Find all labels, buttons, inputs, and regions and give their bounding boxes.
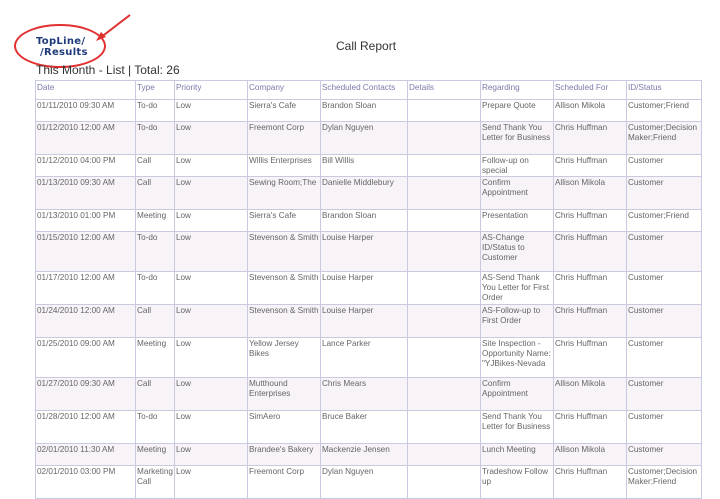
contact-cell: Mackenzie Jensen (320, 444, 407, 466)
contact-cell: Lance Parker (320, 338, 407, 378)
type-cell: Meeting (136, 210, 175, 232)
annotation-arrow-icon (94, 12, 134, 42)
details-cell (407, 100, 480, 122)
type-cell: Meeting (136, 444, 175, 466)
scheduled-for-cell: Chris Huffman (553, 210, 626, 232)
regarding-cell: AS-Follow-up to First Order (480, 305, 553, 338)
priority-cell: Low (174, 466, 247, 499)
date-cell: 01/28/2010 12:00 AM (36, 411, 136, 444)
contact-cell: Louise Harper (320, 305, 407, 338)
table-row (36, 232, 702, 272)
priority-cell: Low (174, 155, 247, 177)
company-cell: Mutthound Enterprises (247, 378, 320, 411)
scheduled-for-cell: Chris Huffman (553, 338, 626, 378)
company-cell: Yellow Jersey Bikes (247, 338, 320, 378)
date-cell: 01/13/2010 09:30 AM (36, 177, 136, 210)
date-cell: 01/13/2010 01:00 PM (36, 210, 136, 232)
type-cell: Meeting (136, 338, 175, 378)
column-header-details: Details (407, 81, 480, 100)
column-header-type: Type (136, 81, 175, 100)
regarding-cell: Follow-up on special (480, 155, 553, 177)
type-cell: Call (136, 378, 175, 411)
priority-cell: Low (174, 378, 247, 411)
scheduled-for-cell: Chris Huffman (553, 155, 626, 177)
column-header-date: Date (36, 81, 136, 100)
priority-cell: Low (174, 100, 247, 122)
details-cell (407, 155, 480, 177)
contact-cell: Brandon Sloan (320, 210, 407, 232)
company-cell: Willis Enterprises (247, 155, 320, 177)
priority-cell: Low (174, 444, 247, 466)
scheduled-for-cell: Allison Mikola (553, 177, 626, 210)
status-cell: Customer (626, 378, 701, 411)
contact-cell: Bruce Baker (320, 411, 407, 444)
details-cell (407, 122, 480, 155)
company-cell: Sewing Room;The (247, 177, 320, 210)
contact-cell: Louise Harper (320, 232, 407, 272)
scheduled-for-cell: Allison Mikola (553, 444, 626, 466)
report-title: Call Report (336, 39, 397, 53)
details-cell (407, 210, 480, 232)
date-cell: 01/17/2010 12:00 AM (36, 272, 136, 305)
contact-cell: Chris Mears (320, 378, 407, 411)
table-row (36, 177, 702, 210)
status-cell: Customer (626, 444, 701, 466)
status-cell: Customer;Decision Maker;Friend (626, 122, 701, 155)
column-header-company: Company (247, 81, 320, 100)
logo-line-2: /Results (40, 47, 88, 58)
type-cell: To-do (136, 122, 175, 155)
scheduled-for-cell: Chris Huffman (553, 122, 626, 155)
table-row (36, 100, 702, 122)
column-header-scheduled-for: Scheduled For (553, 81, 626, 100)
table-row (36, 272, 702, 305)
priority-cell: Low (174, 272, 247, 305)
priority-cell: Low (174, 122, 247, 155)
regarding-cell: AS-Send Thank You Letter for First Order (480, 272, 553, 305)
date-cell: 02/01/2010 03:00 PM (36, 466, 136, 499)
type-cell: Call (136, 177, 175, 210)
table-row (36, 155, 702, 177)
column-header-regarding: Regarding (480, 81, 553, 100)
company-cell: Stevenson & Smith (247, 272, 320, 305)
call-report-table (35, 80, 702, 499)
details-cell (407, 272, 480, 305)
date-cell: 01/27/2010 09:30 AM (36, 378, 136, 411)
details-cell (407, 411, 480, 444)
report-summary: This Month - List | Total: 26 (36, 63, 180, 77)
column-header-scheduled-contacts: Scheduled Contacts (320, 81, 407, 100)
regarding-cell: Prepare Quote (480, 100, 553, 122)
table-row (36, 444, 702, 466)
date-cell: 01/12/2010 04:00 PM (36, 155, 136, 177)
regarding-cell: Presentation (480, 210, 553, 232)
regarding-cell: Lunch Meeting (480, 444, 553, 466)
priority-cell: Low (174, 411, 247, 444)
status-cell: Customer (626, 177, 701, 210)
table-row (36, 122, 702, 155)
topline-results-logo (14, 24, 106, 68)
date-cell: 01/25/2010 09:00 AM (36, 338, 136, 378)
scheduled-for-cell: Allison Mikola (553, 100, 626, 122)
priority-cell: Low (174, 338, 247, 378)
company-cell: Freemont Corp (247, 466, 320, 499)
logo-line-1: TopLine/ (36, 36, 86, 47)
scheduled-for-cell: Chris Huffman (553, 466, 626, 499)
company-cell: Freemont Corp (247, 122, 320, 155)
table-row (36, 378, 702, 411)
contact-cell: Dylan Nguyen (320, 122, 407, 155)
type-cell: Call (136, 305, 175, 338)
company-cell: Brandee's Bakery (247, 444, 320, 466)
priority-cell: Low (174, 232, 247, 272)
status-cell: Customer (626, 272, 701, 305)
type-cell: To-do (136, 411, 175, 444)
regarding-cell: AS-Change ID/Status to Customer (480, 232, 553, 272)
regarding-cell: Confirm Appointment (480, 378, 553, 411)
contact-cell: Louise Harper (320, 272, 407, 305)
status-cell: Customer (626, 305, 701, 338)
status-cell: Customer;Decision Maker;Friend (626, 466, 701, 499)
table-header-row (36, 81, 702, 100)
scheduled-for-cell: Chris Huffman (553, 232, 626, 272)
scheduled-for-cell: Chris Huffman (553, 411, 626, 444)
contact-cell: Danielle Middlebury (320, 177, 407, 210)
status-cell: Customer (626, 338, 701, 378)
type-cell: To-do (136, 100, 175, 122)
status-cell: Customer (626, 411, 701, 444)
company-cell: SimAero (247, 411, 320, 444)
table-row (36, 466, 702, 499)
type-cell: Marketing Call (136, 466, 175, 499)
company-cell: Sierra's Cafe (247, 100, 320, 122)
table-row (36, 411, 702, 444)
details-cell (407, 305, 480, 338)
priority-cell: Low (174, 305, 247, 338)
scheduled-for-cell: Chris Huffman (553, 305, 626, 338)
company-cell: Stevenson & Smith (247, 305, 320, 338)
date-cell: 01/24/2010 12:00 AM (36, 305, 136, 338)
date-cell: 01/11/2010 09:30 AM (36, 100, 136, 122)
type-cell: Call (136, 155, 175, 177)
priority-cell: Low (174, 177, 247, 210)
company-cell: Stevenson & Smith (247, 232, 320, 272)
status-cell: Customer;Friend (626, 210, 701, 232)
status-cell: Customer (626, 155, 701, 177)
column-header-id-status: ID/Status (626, 81, 701, 100)
status-cell: Customer (626, 232, 701, 272)
date-cell: 01/12/2010 12:00 AM (36, 122, 136, 155)
type-cell: To-do (136, 272, 175, 305)
regarding-cell: Tradeshow Follow up (480, 466, 553, 499)
details-cell (407, 338, 480, 378)
table-row (36, 210, 702, 232)
company-cell: Sierra's Cafe (247, 210, 320, 232)
details-cell (407, 378, 480, 411)
scheduled-for-cell: Allison Mikola (553, 378, 626, 411)
column-header-priority: Priority (174, 81, 247, 100)
contact-cell: Bill Willis (320, 155, 407, 177)
regarding-cell: Confirm Appointment (480, 177, 553, 210)
contact-cell: Dylan Nguyen (320, 466, 407, 499)
table-row (36, 338, 702, 378)
details-cell (407, 177, 480, 210)
regarding-cell: Send Thank You Letter for Business (480, 411, 553, 444)
details-cell (407, 444, 480, 466)
status-cell: Customer;Friend (626, 100, 701, 122)
date-cell: 01/15/2010 12:00 AM (36, 232, 136, 272)
details-cell (407, 232, 480, 272)
logo-text (36, 36, 88, 58)
date-cell: 02/01/2010 11:30 AM (36, 444, 136, 466)
regarding-cell: Send Thank You Letter for Business (480, 122, 553, 155)
contact-cell: Brandon Sloan (320, 100, 407, 122)
scheduled-for-cell: Chris Huffman (553, 272, 626, 305)
details-cell (407, 466, 480, 499)
regarding-cell: Site Inspection - Opportunity Name: "YJBikes-Nevada (480, 338, 553, 378)
table-row (36, 305, 702, 338)
type-cell: To-do (136, 232, 175, 272)
priority-cell: Low (174, 210, 247, 232)
